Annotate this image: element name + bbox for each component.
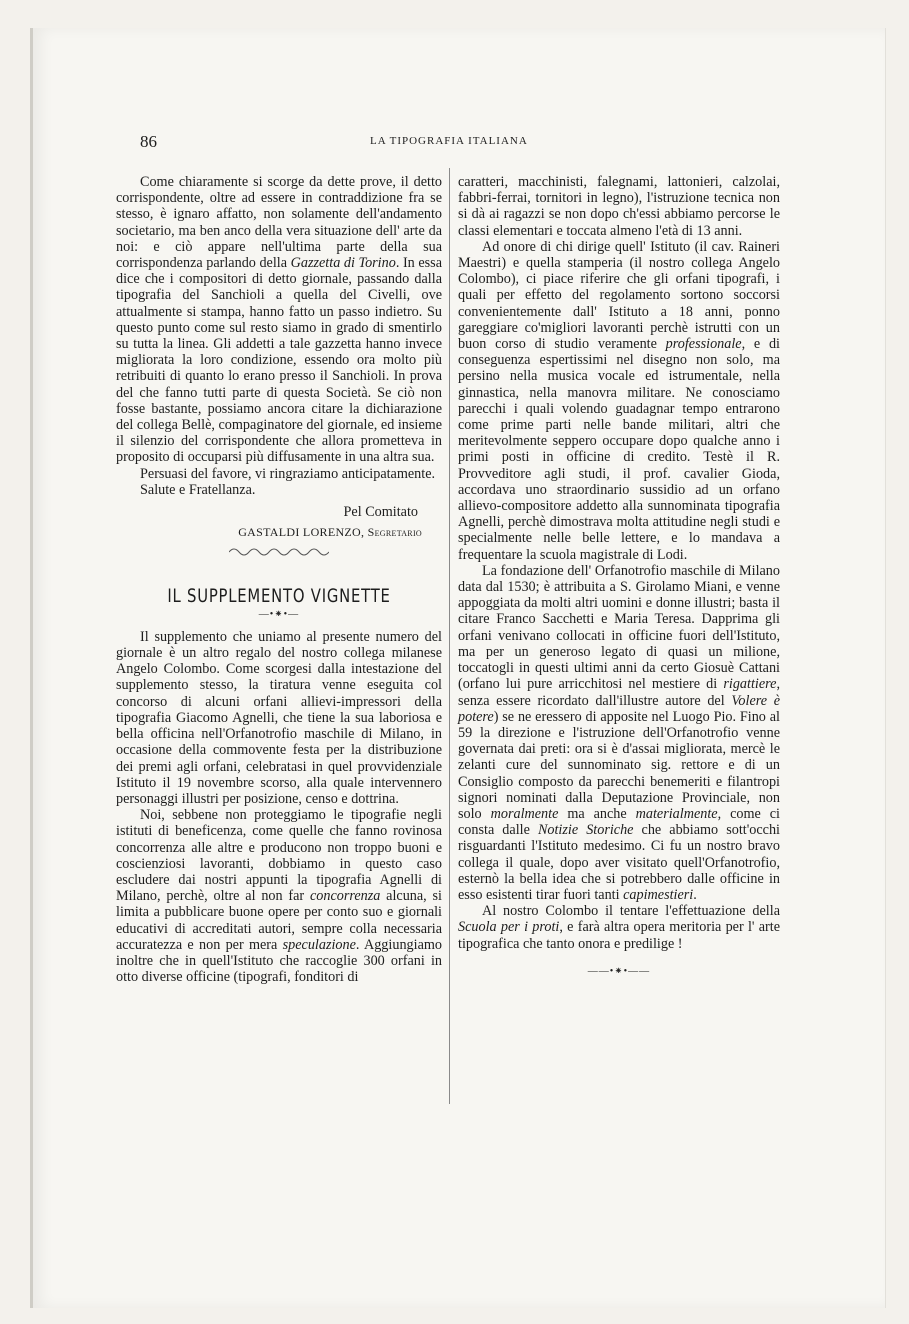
continuation-paragraph: caratteri, macchinisti, falegnami, lattonieri, calzolai, fabbri-ferrai, tornitori in legno), l'istruzione tecnica non si dà ai ragazzi se non dopo ch'essi abbiamo percorse le classi elementari e toccata almeno l'età di 13 anni. — [458, 174, 780, 239]
thanks-line: Persuasi del favore, vi ringraziamo anticipatamente. — [140, 465, 436, 482]
left-column — [116, 174, 442, 985]
committee-line: Pel Comitato — [343, 504, 418, 521]
column-divider — [449, 168, 450, 1104]
end-ornament: ——•⁕•—— — [587, 965, 651, 977]
greeting-line: Salute e Fratellanza. — [140, 481, 256, 498]
page-number: 86 — [140, 132, 157, 151]
page-header — [0, 132, 909, 156]
section-ornament: —•⁕•— — [258, 608, 300, 620]
honor-paragraph: Ad onore di chi dirige quell' Istituto (il cav. Raineri Maestri) e quella stamperia (il nostro collega Angelo Colombo), ci piace riferire che gli orfani tipografi, i quali per effetto del regolamento sortono soccorsi convenientemente dall' Istituto a 18 anni, ponno gareggiare co'migliori lavoranti perchè istrutti con un buon corso di studio veramente professionale, e di conseguenza espertissimi nel disegno non solo, ma persino nella musica vocale ed istrumentale, nella ginnastica, nella manovra militare. Ne conosciamo parecchi i quali volendo guadagnar tempo entrarono come prime parti nelle bande militari, altri che meritevolmente seppero occupare dopo qualche anno i primi posti in officine di credito. Testè il R. Provveditore agli studi, il prof. cavalier Gioda, accordava uno straordinario sussidio ad un orfano allievo-compositore addetto alla sunnominata tipografia Agnelli, perchè dimostrava molta attitudine negli studi e specialmente nelle belle lettere, e lo mandava a frequentare la scuola magistrale di Lodi. — [458, 238, 780, 563]
running-title: LA TIPOGRAFIA ITALIANA — [370, 135, 528, 147]
noi-paragraph: Noi, sebbene non proteggiamo le tipografie negli istituti di beneficenza, come quelle che fanno rovinosa concorrenza alle altre e producono non troppo buoni e coscienziosi lavoranti, dobbiamo in questo caso escludere dai nostri appunti la tipografia Agnelli di Milano, perchè, oltre al non far concorrenza alcuna, si limita a pubblicare buone opere per conto suo e giornali educativi di accreditati autori, sempre colla necessaria accuratezza e non per mera speculazione. Aggiungiamo inoltre che in quell'Istituto che raccoglie 300 orfani in otto diverse officine (tipografi, fonditori di — [116, 807, 442, 986]
right-column — [458, 174, 780, 980]
newspaper-title: Gazzetta di Torino — [290, 255, 396, 272]
letter-paragraph: Come chiaramente si scorge da dette prove, il detto corrispondente, oltre ad essere in contraddizione fra se stesso, è ignaro affatto, non solamente dell'andamento societario, ma ben anco della vera situazione dell' arte da noi: e ciò appare nell'ultima parte della sua corrispondenza parlando della Gazzetta di Torino. In essa dice che i compositori di detto giornale, passando dalla tipografia del Sanchioli a quella del Civelli, ove attualmente si stampa, hanno fatto un passo indietro. Su questo punto come sul resto siamo in grado di smentirlo su tutta la linea. Gli addetti a tale gazzetta hanno invece migliorata la loro condizione, essendo ora molto più retribuiti di quanto lo erano presso il Sanchioli. In prova del che fanno tutti parte di questa Società. Se ciò non fosse bastante, possiamo ancora citare la dichiarazione del collega Bellè, compaginatore del giornale, ed insieme il silenzio del corrispondente che allora prometteva in proposito di occuparsi più diffusamente in una altra sua. — [116, 174, 442, 466]
wavy-divider-icon — [229, 546, 329, 558]
closing-paragraph: Al nostro Colombo il tentare l'effettuazione della Scuola per i proti, e farà altra opera meritoria per l' arte tipografica che tanto onora e predilige ! — [458, 903, 780, 952]
signatory: GASTALDI LORENZO, Segretario — [238, 525, 422, 540]
foundation-paragraph: La fondazione dell' Orfanotrofio maschile di Milano data dal 1530; è attribuita a S. Girolamo Miani, e venne appoggiata da molti altri uomini e donne illustri; basta il citare Franco Sacchetti e Maria Teresa. Dapprima gli orfani venivano collocati in officine fuori dell'Istituto, ma per un generoso legato di quasi un milione, toccatogli in questi ultimi anni da certo Giosuè Cattani (orfano lui pure arricchitosi nel mestiere di rigattiere, senza essere ricordato dall'illustre autore del Volere è potere) se ne eressero di apposite nel Luogo Pio. Fino al 59 la direzione e l'istruzione dell'Orfanotrofio venne governata dai preti: ora si è d'assai migliorata, mercè le zelanti cure del sunnominato sig. rettore e di un Consiglio composto da parecchi benemeriti e filantropi signori nominati dalla Deputazione Provinciale, non solo moralmente ma anche materialmente, come ci consta dalle Notizie Storiche che abbiamo sott'occhi risguardanti l'Istituto medesimo. Ci fu un nostro bravo collega il quale, dopo aver visitato quell'Orfanotrofio, esternò la bella idea che si potrebbero dalle officine in esso esistenti tirar fuori tanti capimestieri. — [458, 562, 780, 903]
section-title: IL SUPPLEMENTO VIGNETTE — [167, 585, 391, 608]
supplement-paragraph: Il supplemento che uniamo al presente numero del giornale è un altro regalo del nostro collega milanese Angelo Colombo. Come scorgesi dalla intestazione del supplemento stesso, la tiratura venne eseguita col concorso di alcuni orfani allievi-impressori della tipografia Giacomo Agnelli, che tiene la sua laboriosa e bella officina nell'Orfanotrofio maschile di Milano, in occasione della commovente festa per la distribuzione dei premi agli orfani, celebratasi in quel provvidenziale Istituto il 19 novembre scorso, alla quale intervennero personaggi illustri per posizione, censo e dottrina. — [116, 628, 442, 807]
